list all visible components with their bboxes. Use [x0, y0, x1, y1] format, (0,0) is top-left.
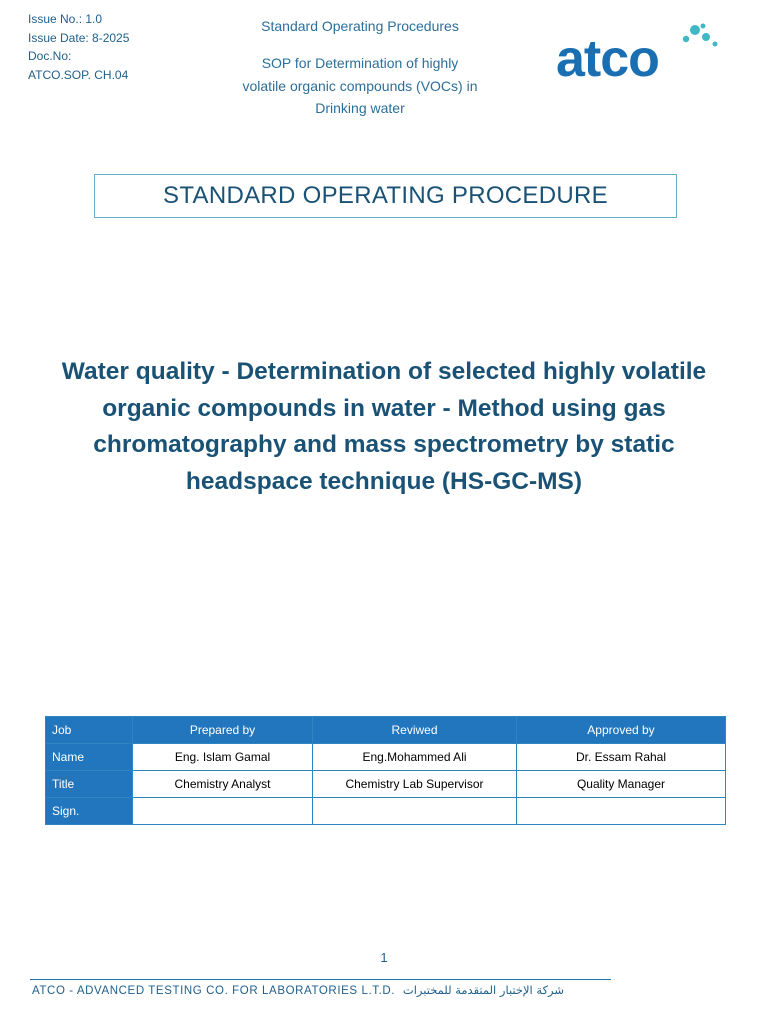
atco-logo — [556, 22, 736, 89]
banner-text: STANDARD OPERATING PROCEDURE — [163, 182, 608, 209]
table-header-row — [46, 717, 726, 744]
page-number: 1 — [380, 950, 388, 965]
prepared-name: Eng. Islam Gamal — [133, 744, 313, 771]
header-prepared-by: Prepared by — [133, 717, 313, 744]
header-approved-by: Approved by — [517, 717, 726, 744]
prepared-signature — [133, 798, 313, 825]
header-subtitle-line: SOP for Determination of highly — [261, 55, 459, 71]
reviewed-signature — [313, 798, 517, 825]
reviewed-name: Eng.Mohammed Ali — [313, 744, 517, 771]
row-label-sign: Sign. — [46, 798, 133, 825]
sop-banner — [94, 174, 677, 218]
approved-title: Quality Manager — [517, 771, 726, 798]
document-title — [20, 354, 748, 500]
prepared-title: Chemistry Analyst — [133, 771, 313, 798]
header-subtitle — [200, 52, 520, 120]
header-subtitle-line: volatile organic compounds (VOCs) in — [242, 77, 478, 94]
approved-name: Dr. Essam Rahal — [517, 744, 726, 771]
table-row — [46, 744, 726, 771]
footer-company-en: ATCO - ADVANCED TESTING CO. FOR LABORATORIES L.T.D. — [32, 985, 396, 997]
issue-date: Issue Date: 8-2025 — [28, 30, 130, 45]
header-job: Job — [46, 717, 133, 744]
footer-company-ar: شركة الإختبار المتقدمة للمختبرات — [402, 983, 565, 997]
document-meta — [28, 10, 129, 84]
bubbles-logo-icon — [556, 22, 736, 84]
title-line: organic compounds in water - Method using gas — [102, 394, 666, 422]
header-subtitle-line: Drinking water — [315, 100, 405, 116]
logo-wordmark: atco — [556, 30, 659, 84]
issue-number: Issue No.: 1.0 — [28, 12, 103, 26]
reviewed-title: Chemistry Lab Supervisor — [313, 771, 517, 798]
approved-signature — [517, 798, 726, 825]
footer-company — [32, 983, 564, 997]
table-row — [46, 798, 726, 825]
header-title: Standard Operating Procedures — [261, 18, 459, 34]
signature-table — [45, 716, 726, 825]
doc-number: ATCO.SOP. CH.04 — [28, 67, 129, 82]
row-label-title: Title — [46, 771, 133, 798]
header-reviewed: Reviwed — [313, 717, 517, 744]
title-line: headspace technique (HS-GC-MS) — [185, 467, 583, 495]
table-row — [46, 771, 726, 798]
title-line: chromatography and mass spectrometry by static — [93, 431, 675, 458]
footer-divider — [30, 979, 611, 980]
title-line: Water quality - Determination of selected highly volatile — [61, 358, 707, 385]
row-label-name: Name — [46, 744, 133, 771]
doc-number-label: Doc.No: — [28, 49, 72, 63]
